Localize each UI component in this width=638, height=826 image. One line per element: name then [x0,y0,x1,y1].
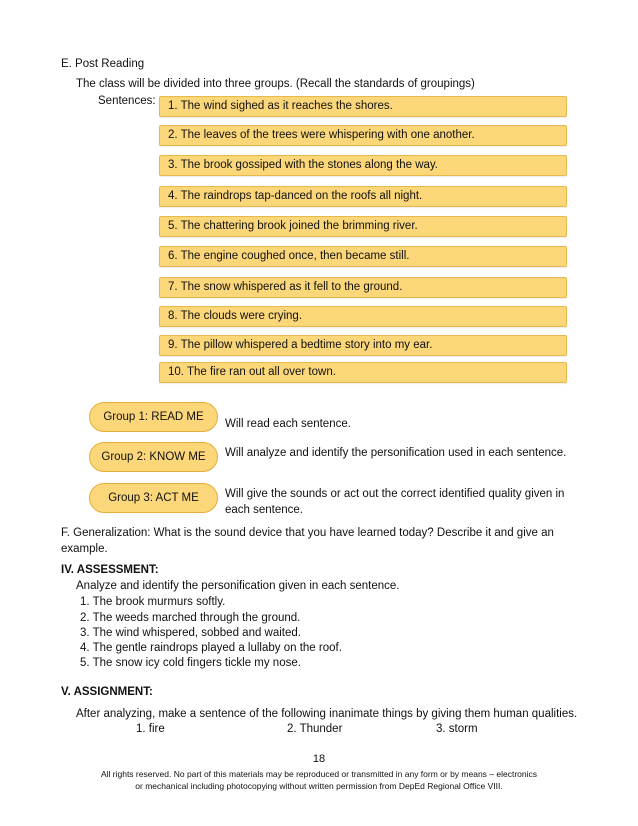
sentence-box: 2. The leaves of the trees were whispering with one another. [159,125,567,146]
sentence-box: 6. The engine coughed once, then became still. [159,246,567,267]
assessment-item: 2. The weeds marched through the ground. [80,612,301,624]
group-3-pill: Group 3: ACT ME [89,483,218,513]
rights-notice-line1: All rights reserved. No part of this materials may be reproduced or transmitted in any form or by means – electronics [100,769,538,779]
group-1-pill: Group 1: READ ME [89,402,218,432]
assignment-instruction: After analyzing, make a sentence of the following inanimate things by giving them human qualities. [76,708,578,720]
group-2-pill: Group 2: KNOW ME [89,442,218,472]
sentence-box: 4. The raindrops tap-danced on the roofs all night. [159,186,567,207]
group-3-task-line2: each sentence. [225,504,304,516]
assessment-heading: IV. ASSESSMENT: [61,564,159,576]
group-2-task: Will analyze and identify the personification used in each sentence. [225,447,567,459]
assessment-instruction: Analyze and identify the personification given in each sentence. [76,580,400,592]
assignment-item: 1. fire [136,723,165,735]
assignment-heading: V. ASSIGNMENT: [61,686,153,698]
assignment-item: 2. Thunder [287,723,343,735]
section-heading-post-reading: E. Post Reading [61,58,145,70]
sentence-box: 10. The fire ran out all over town. [159,362,567,383]
assessment-item: 1. The brook murmurs softly. [80,596,226,608]
generalization-line2: example. [61,543,108,555]
sentence-box: 5. The chattering brook joined the brimming river. [159,216,567,237]
assessment-item: 4. The gentle raindrops played a lullaby on the roof. [80,642,342,654]
sentence-box: 7. The snow whispered as it fell to the ground. [159,277,567,298]
assignment-item: 3. storm [436,723,478,735]
assessment-item: 3. The wind whispered, sobbed and waited. [80,627,301,639]
sentence-box: 3. The brook gossiped with the stones along the way. [159,155,567,176]
group-1-task: Will read each sentence. [225,418,351,430]
group-3-task [225,486,564,518]
group-3-task-line1: Will give the sounds or act out the correct identified quality given in [225,488,565,500]
sentence-box: 8. The clouds were crying. [159,306,567,327]
sentence-box: 1. The wind sighed as it reaches the shores. [159,96,567,117]
rights-notice-line2: or mechanical including photocopying without written permission from DepEd Regional Office VIII. [135,781,503,791]
sentences-label: Sentences: [98,95,156,107]
generalization-line1: F. Generalization: What is the sound device that you have learned today? Describe it and give an [61,527,554,539]
assessment-item: 5. The snow icy cold fingers tickle my nose. [80,657,301,669]
post-reading-instruction: The class will be divided into three groups. (Recall the standards of groupings) [76,78,475,90]
sentence-box: 9. The pillow whispered a bedtime story into my ear. [159,335,567,356]
page-number: 18 [312,753,326,765]
